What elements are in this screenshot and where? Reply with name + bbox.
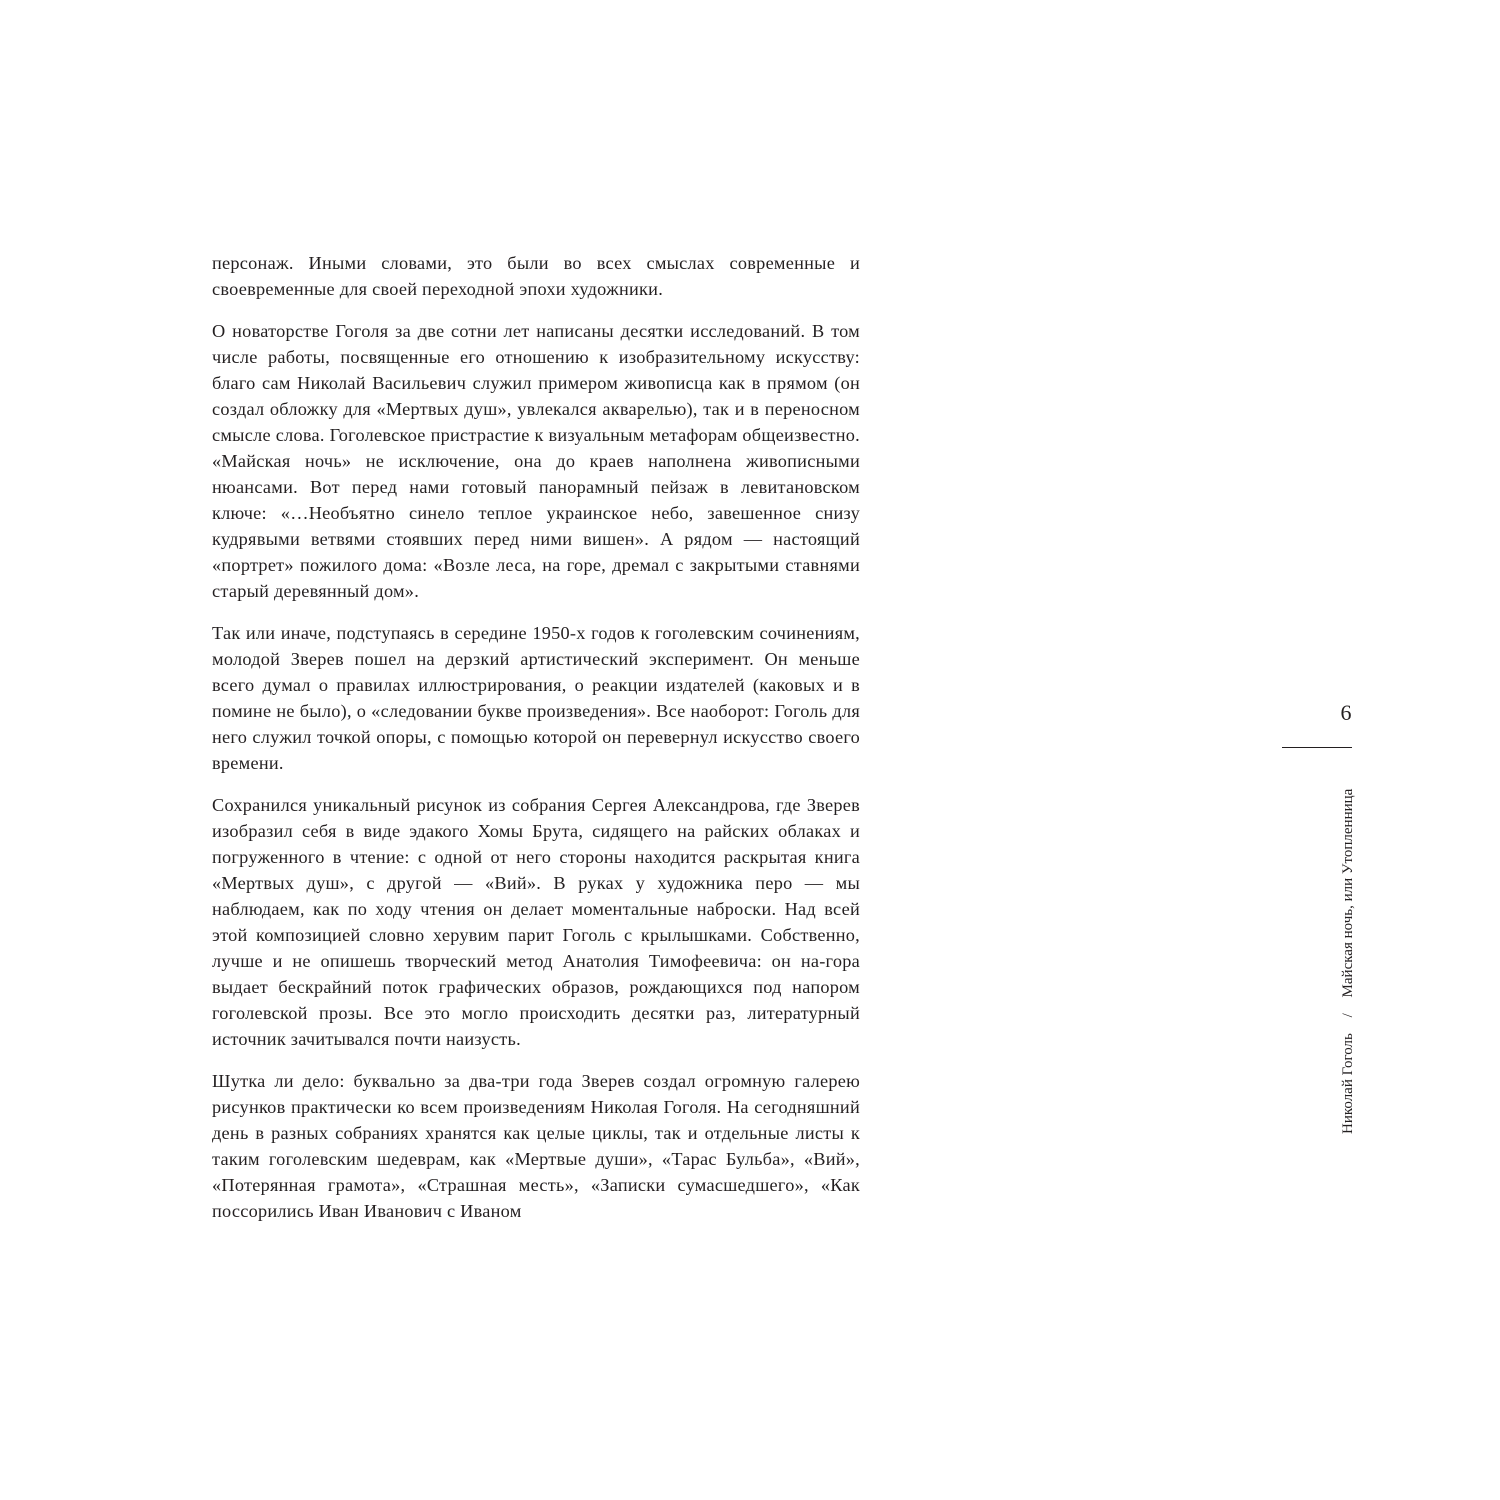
paragraph-1: персонаж. Иными словами, это были во всех смыслах современные и своевременные для своей переходной эпохи художники. — [212, 253, 860, 299]
paragraph-3: Так или иначе, подступаясь в середине 1950-х годов к гоголевским сочинениям, молодой Зверев пошел на дерзкий артистический эксперимент. Он меньше всего думал о правилах иллюстрирования, о реакции издателей (каковых и в помине не было), о «следовании букве произведения». Все наоборот: Гоголь для него служил точкой опоры, с помощью которой он перевернул искусство своего времени. — [212, 623, 860, 773]
running-head-author: Николай Гоголь — [1340, 1033, 1356, 1134]
paragraph-2: О новаторстве Гоголя за две сотни лет написаны десятки исследований. В том числе работы, посвященные его отношению к изобразительному искусству: благо сам Николай Васильевич служил примером живописца как в прямом (он создал обложку для «Мертвых душ», увлекался акварелью), так и в переносном смысле слова. Гоголевское пристрастие к визуальным метафорам общеизвестно. «Майская ночь» не исключение, она до краев наполнена живописными нюансами. Вот перед нами готовый панорамный пейзаж в левитановском ключе: «…Необъятно синело теплое украинское небо, завешенное снизу кудрявыми ветвями стоявших перед ними вишен». А рядом — настоящий «портрет» пожилого дома: «Возле леса, на горе, дремал с закрытыми ставнями старый деревянный дом». — [212, 321, 860, 601]
page-number: 6 — [1340, 700, 1352, 725]
main-text-column — [212, 250, 860, 1240]
running-head — [1337, 774, 1359, 1134]
paragraph-5: Шутка ли дело: буквально за два-три года Зверев создал огромную галерею рисунков практически ко всем произведениям Николая Гоголя. На сегодняшний день в разных собраниях хранятся как целые циклы, так и отдельные листы к таким гоголевским шедеврам, как «Мертвые души», «Тарас Бульба», «Вий», «Потерянная грамота», «Страшная месть», «Записки сумасшедшего», «Как поссорились Иван Иванович с Иваном — [212, 1071, 860, 1221]
paragraph-4: Сохранился уникальный рисунок из собрания Сергея Александрова, где Зверев изобразил себя в виде эдакого Хомы Брута, сидящего на райских облаках и погруженного в чтение: с одной от него стороны находится раскрытая книга «Мертвых душ», с другой — «Вий». В руках у художника перо — мы наблюдаем, как по ходу чтения он делает моментальные наброски. Над всей этой композицией словно херувим парит Гоголь с крылышками. Собственно, лучше и не опишешь творческий метод Анатолия Тимофеевича: он на-гора выдает бескрайний поток графических образов, рождающихся под напором гоголевской прозы. Все это могло происходить десятки раз, литературный источник зачитывался почти наизусть. — [212, 795, 860, 1049]
running-head-title: Майская ночь, или Утопленница — [1340, 788, 1356, 998]
running-head-separator: / — [1340, 1013, 1356, 1018]
page-number-rule — [1282, 747, 1352, 748]
